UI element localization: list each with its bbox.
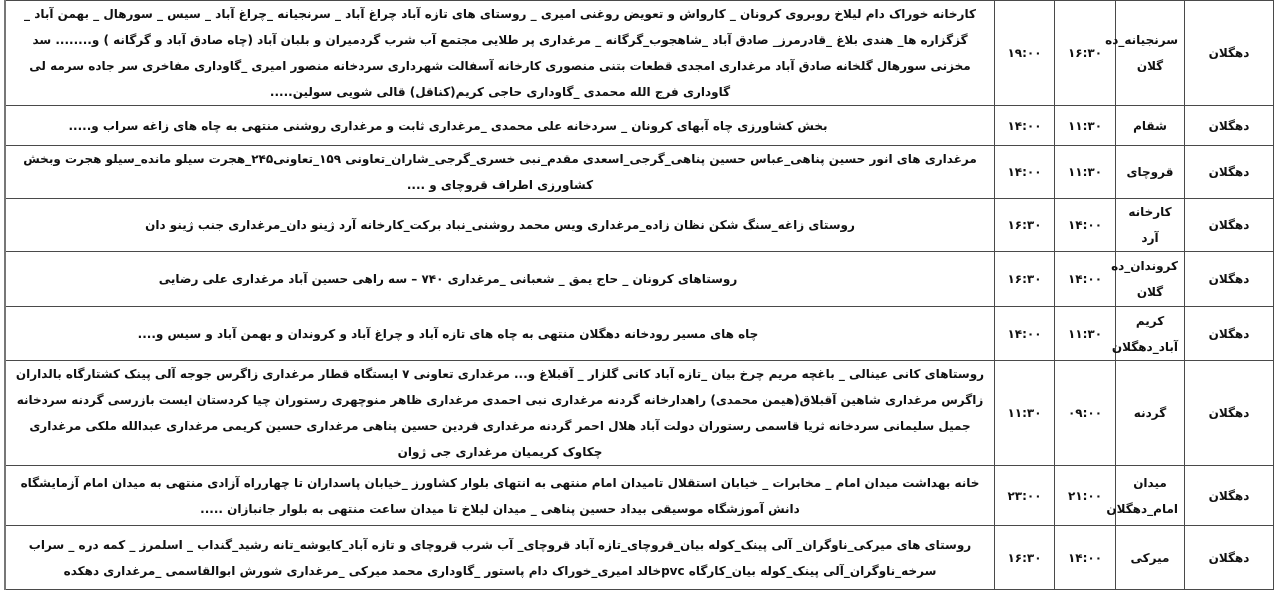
feeder-cell: شقام <box>1116 106 1185 146</box>
feeder-cell: کریم آباد_دهگلان <box>1116 307 1185 361</box>
start-time-cell: ۱۴:۰۰ <box>1055 199 1116 252</box>
start-time-cell: ۱۴:۰۰ <box>1055 526 1116 590</box>
outage-schedule-table <box>4 0 1274 590</box>
table-row <box>5 199 1274 252</box>
table-row <box>5 106 1274 146</box>
affected-areas-cell: روستاهای کانی عینالی _ باغچه مریم چرخ بیان _تازه آباد کانی گلزار _ آقبلاغ و... مرغداری تعاونی ۷ ایستگاه قطار مرغداری زاگرس جوجه آلی پینک کشتارگاه بالداران زاگرس مرغداری شاهین آقبلاق(هیمن محمدی) راهدارخانه گردنه مرغداری نبی احمدی مرغداری ظاهر منوچهری رستوران چیا کردستان ایست بازرسی گردنه سردخانه جمیل سلیمانی سردخانه ثریا قاسمی رستوران دولت آباد هلال احمر گردنه مرغداری فردین حسین پناهی مرغداری حسین کریمی مرغداری عبدالله ملکی مرغداری چکاوک کریمیان مرغداری جی ژوان <box>5 361 995 466</box>
end-time-cell: ۱۱:۳۰ <box>995 361 1055 466</box>
start-time-cell: ۱۱:۳۰ <box>1055 146 1116 199</box>
table-row <box>5 361 1274 466</box>
end-time-cell: ۱۴:۰۰ <box>995 106 1055 146</box>
end-time-cell: ۲۳:۰۰ <box>995 466 1055 526</box>
end-time-cell: ۱۶:۳۰ <box>995 252 1055 307</box>
start-time-cell: ۱۴:۰۰ <box>1055 252 1116 307</box>
affected-areas-cell: مرغداری های انور حسین پناهی_عباس حسین پناهی_گرجی_اسعدی مقدم_نبی خسری_گرجی_شاران_تعاونی ۱۵۹_تعاونی۲۴۵_هجرت سیلو مانده_سیلو هجرت وبخش کشاورزی اطراف قروچای و .... <box>5 146 995 199</box>
feeder-cell: قروچای <box>1116 146 1185 199</box>
end-time-cell: ۱۶:۳۰ <box>995 526 1055 590</box>
start-time-cell: ۱۱:۳۰ <box>1055 106 1116 146</box>
county-cell: دهگلان <box>1185 526 1274 590</box>
feeder-cell: سرنجیانه_ده گلان <box>1116 1 1185 106</box>
table-row <box>5 146 1274 199</box>
end-time-cell: ۱۶:۳۰ <box>995 199 1055 252</box>
county-cell: دهگلان <box>1185 307 1274 361</box>
affected-areas-cell: روستای زاغه_سنگ شکن نظان زاده_مرغداری ویس محمد روشنی_نباد برکت_کارخانه آرد ژینو دان_مرغداری جنب ژینو دان <box>5 199 995 252</box>
start-time-cell: ۱۱:۳۰ <box>1055 307 1116 361</box>
affected-areas-cell: کارخانه خوراک دام لیلاخ روبروی کرونان _ کارواش و تعویض روغنی امیری _ روستای های تازه آباد چراغ آباد _ سرنجیانه _چراغ آباد _ سیس _ سورهال _ بهمن آباد _ گزگزاره ها_ هندی بلاغ _قادرمرز_ صادق آباد _شاهجوب_گرگانه _ مرغداری پر طلایی مجتمع آب شرب گردمیران و بلبان آباد (چاه صادق آباد و گرگانه ) و........ سد مخزنی سورهال گلخانه صادق آباد مرغداری امجدی قطعات بتنی منصوری کارخانه آسفالت شهرداری سردخانه منصور امیری _گاوداری مفاخری سر جاده سرمه لی گاوداری فرج الله محمدی _گاوداری حاجی کریم(کناقل) قالی شویی سولین..... <box>5 1 995 106</box>
start-time-cell: ۰۹:۰۰ <box>1055 361 1116 466</box>
end-time-cell: ۱۹:۰۰ <box>995 1 1055 106</box>
affected-areas-cell: روستاهای کرونان _ حاج یمق _ شعبانی _مرغداری ۷۴۰ – سه راهی حسین آباد مرغداری علی رضایی <box>5 252 995 307</box>
table-row <box>5 307 1274 361</box>
county-cell: دهگلان <box>1185 199 1274 252</box>
table-row <box>5 252 1274 307</box>
affected-areas-cell: چاه های مسیر رودخانه دهگلان منتهی به چاه های تازه آباد و چراغ آباد و کروندان و بهمن آباد و سیس و.... <box>5 307 995 361</box>
feeder-cell: کارخانه آرد <box>1116 199 1185 252</box>
table-row <box>5 526 1274 590</box>
end-time-cell: ۱۴:۰۰ <box>995 146 1055 199</box>
table-row <box>5 1 1274 106</box>
feeder-cell: گردنه <box>1116 361 1185 466</box>
county-cell: دهگلان <box>1185 361 1274 466</box>
feeder-cell: کروندان_ده گلان <box>1116 252 1185 307</box>
end-time-cell: ۱۴:۰۰ <box>995 307 1055 361</box>
affected-areas-cell: روستای های میرکی_ناوگران_ آلی پینک_کوله بیان_قروچای_تازه آباد قروچای_ آب شرب قروچای و تازه آباد_کایوشه_تانه رشید_گنداب _ اسلمرز _ کمه دره _ سراب سرخه_ناوگران_آلی پینک_کوله بیان_کارگاه pvcخالد امیری_خوراک دام پاستور _گاوداری محمد میرکی _مرغداری شورش ابوالقاسمی _مرغداری دهکده <box>5 526 995 590</box>
county-cell: دهگلان <box>1185 146 1274 199</box>
start-time-cell: ۱۶:۳۰ <box>1055 1 1116 106</box>
county-cell: دهگلان <box>1185 466 1274 526</box>
start-time-cell: ۲۱:۰۰ <box>1055 466 1116 526</box>
feeder-cell: میدان امام_دهگلان <box>1116 466 1185 526</box>
affected-areas-cell: بخش کشاورزی چاه آبهای کرونان _ سردخانه علی محمدی _مرغداری ثابت و مرغداری روشنی منتهی به چاه های زاغه سراب و..... <box>5 106 995 146</box>
table-row <box>5 466 1274 526</box>
county-cell: دهگلان <box>1185 252 1274 307</box>
county-cell: دهگلان <box>1185 106 1274 146</box>
county-cell: دهگلان <box>1185 1 1274 106</box>
feeder-cell: میرکی <box>1116 526 1185 590</box>
affected-areas-cell: خانه بهداشت میدان امام _ مخابرات _ خیابان استقلال تامیدان امام منتهی به انتهای بلوار کشاورز _خیابان پاسداران تا چهارراه آزادی منتهی به میدان امام آزمایشگاه دانش آموزشگاه موسیقی بیداد حسین پناهی _ میدان لیلاخ تا میدان ساعت منتهی به بلوار جانبازان ..... <box>5 466 995 526</box>
